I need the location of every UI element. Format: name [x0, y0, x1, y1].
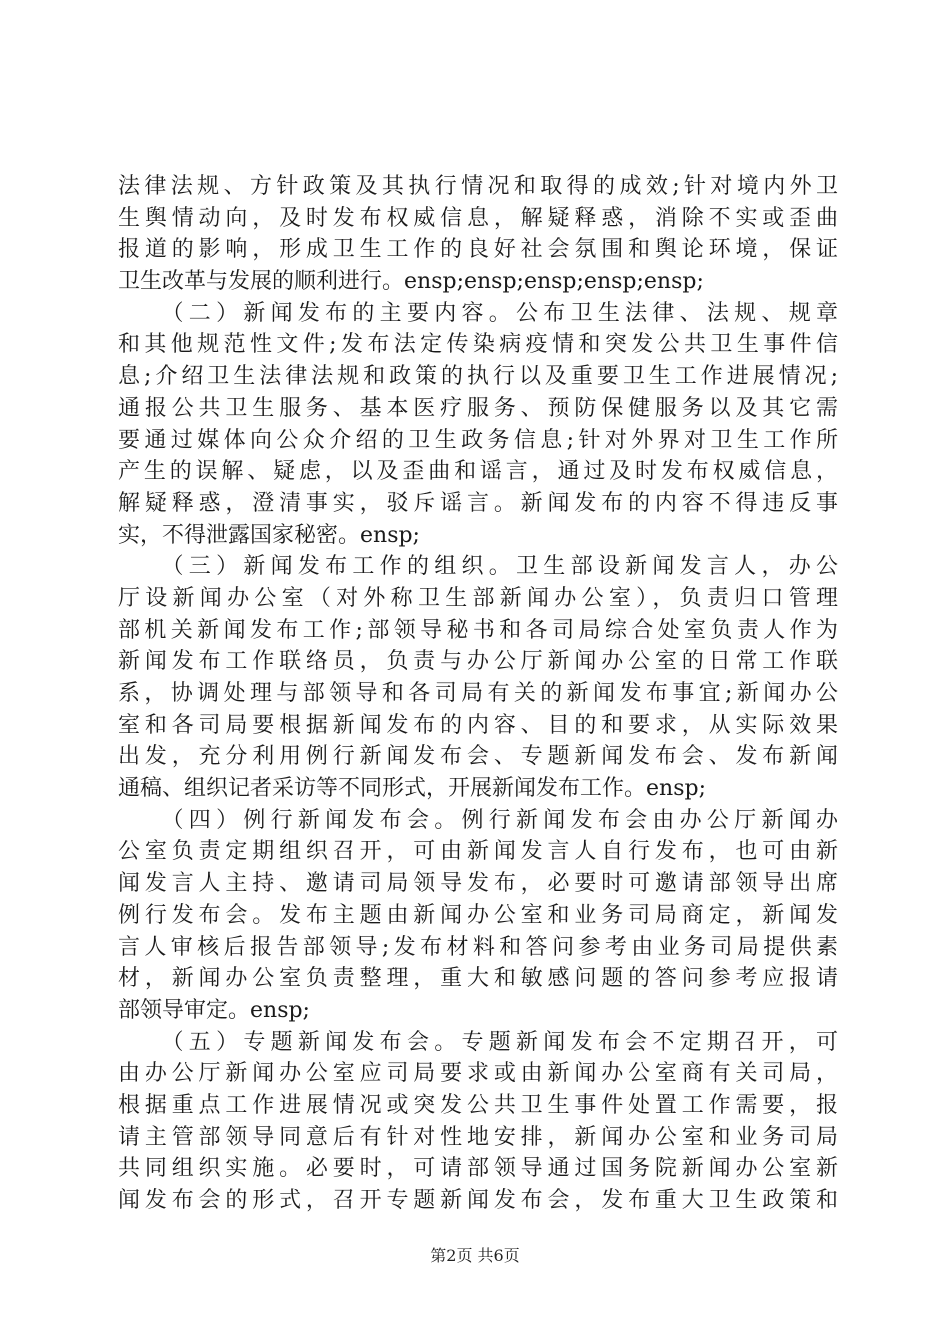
- text-line: 闻发言人主持、邀请司局领导发布，必要时可邀请部领导出席: [118, 871, 838, 897]
- text-line: （三）新闻发布工作的组织。卫生部设新闻发言人，办公: [118, 554, 838, 580]
- text-line: 通报公共卫生服务、基本医疗服务、预防保健服务以及其它需: [118, 395, 838, 421]
- text-line: （五）专题新闻发布会。专题新闻发布会不定期召开，可: [118, 1029, 838, 1055]
- text-line: 新闻发布工作联络员，负责与办公厅新闻办公室的日常工作联: [118, 649, 838, 675]
- text-line: 和其他规范性文件;发布法定传染病疫情和突发公共卫生事件信: [118, 332, 838, 358]
- text-line: 例行发布会。发布主题由新闻办公室和业务司局商定，新闻发: [118, 902, 838, 928]
- text-line: 闻发布会的形式，召开专题新闻发布会，发布重大卫生政策和: [118, 1188, 838, 1213]
- text-line: 出发，充分利用例行新闻发布会、专题新闻发布会、发布新闻: [118, 744, 838, 770]
- text-line: 报道的影响，形成卫生工作的良好社会氛围和舆论环境，保证: [118, 237, 838, 263]
- text-line: 公室负责定期组织召开，可由新闻发言人自行发布，也可由新: [118, 839, 838, 865]
- text-line: 部领导审定。ensp;: [118, 997, 310, 1023]
- text-line: 卫生改革与发展的顺利进行。ensp;ensp;ensp;ensp;ensp;: [118, 269, 704, 295]
- text-line: 共同组织实施。必要时，可请部领导通过国务院新闻办公室新: [118, 1156, 838, 1182]
- text-line: 厅设新闻办公室（对外称卫生部新闻办公室），负责归口管理: [118, 585, 838, 611]
- text-line: 息;介绍卫生法律法规和政策的执行以及重要卫生工作进展情况;: [118, 364, 838, 390]
- text-line: 言人审核后报告部领导;发布材料和答问参考由业务司局提供素: [118, 934, 838, 960]
- text-line: 实，不得泄露国家秘密。ensp;: [118, 522, 420, 548]
- text-line: 根据重点工作进展情况或突发公共卫生事件处置工作需要，报: [118, 1092, 838, 1118]
- text-line: 室和各司局要根据新闻发布的内容、目的和要求，从实际效果: [118, 712, 838, 738]
- text-line: 法律法规、方针政策及其执行情况和取得的成效;针对境内外卫: [118, 174, 838, 199]
- text-line: 产生的误解、疑虑，以及歪曲和谣言，通过及时发布权威信息，: [118, 459, 838, 485]
- text-line: （二）新闻发布的主要内容。公布卫生法律、法规、规章: [118, 300, 838, 326]
- document-body: [118, 171, 838, 1217]
- text-line: 生舆情动向，及时发布权威信息，解疑释惑，消除不实或歪曲: [118, 205, 838, 231]
- text-line: 系，协调处理与部领导和各司局有关的新闻发布事宜;新闻办公: [118, 681, 838, 706]
- text-line: 请主管部领导同意后有针对性地安排，新闻办公室和业务司局: [118, 1124, 838, 1150]
- text-line: 解疑释惑，澄清事实，驳斥谣言。新闻发布的内容不得违反事: [118, 490, 838, 516]
- page-footer: 第2页 共6页: [430, 1246, 520, 1265]
- text-line: 材，新闻办公室负责整理，重大和敏感问题的答问参考应报请: [118, 966, 838, 992]
- text-line: 由办公厅新闻办公室应司局要求或由新闻办公室商有关司局，: [118, 1061, 838, 1087]
- text-line: 部机关新闻发布工作;部领导秘书和各司局综合处室负责人作为: [118, 617, 838, 643]
- text-line: 要通过媒体向公众介绍的卫生政务信息;针对外界对卫生工作所: [118, 427, 838, 453]
- text-line: （四）例行新闻发布会。例行新闻发布会由办公厅新闻办: [118, 807, 838, 833]
- text-line: 通稿、组织记者采访等不同形式，开展新闻发布工作。ensp;: [118, 776, 706, 802]
